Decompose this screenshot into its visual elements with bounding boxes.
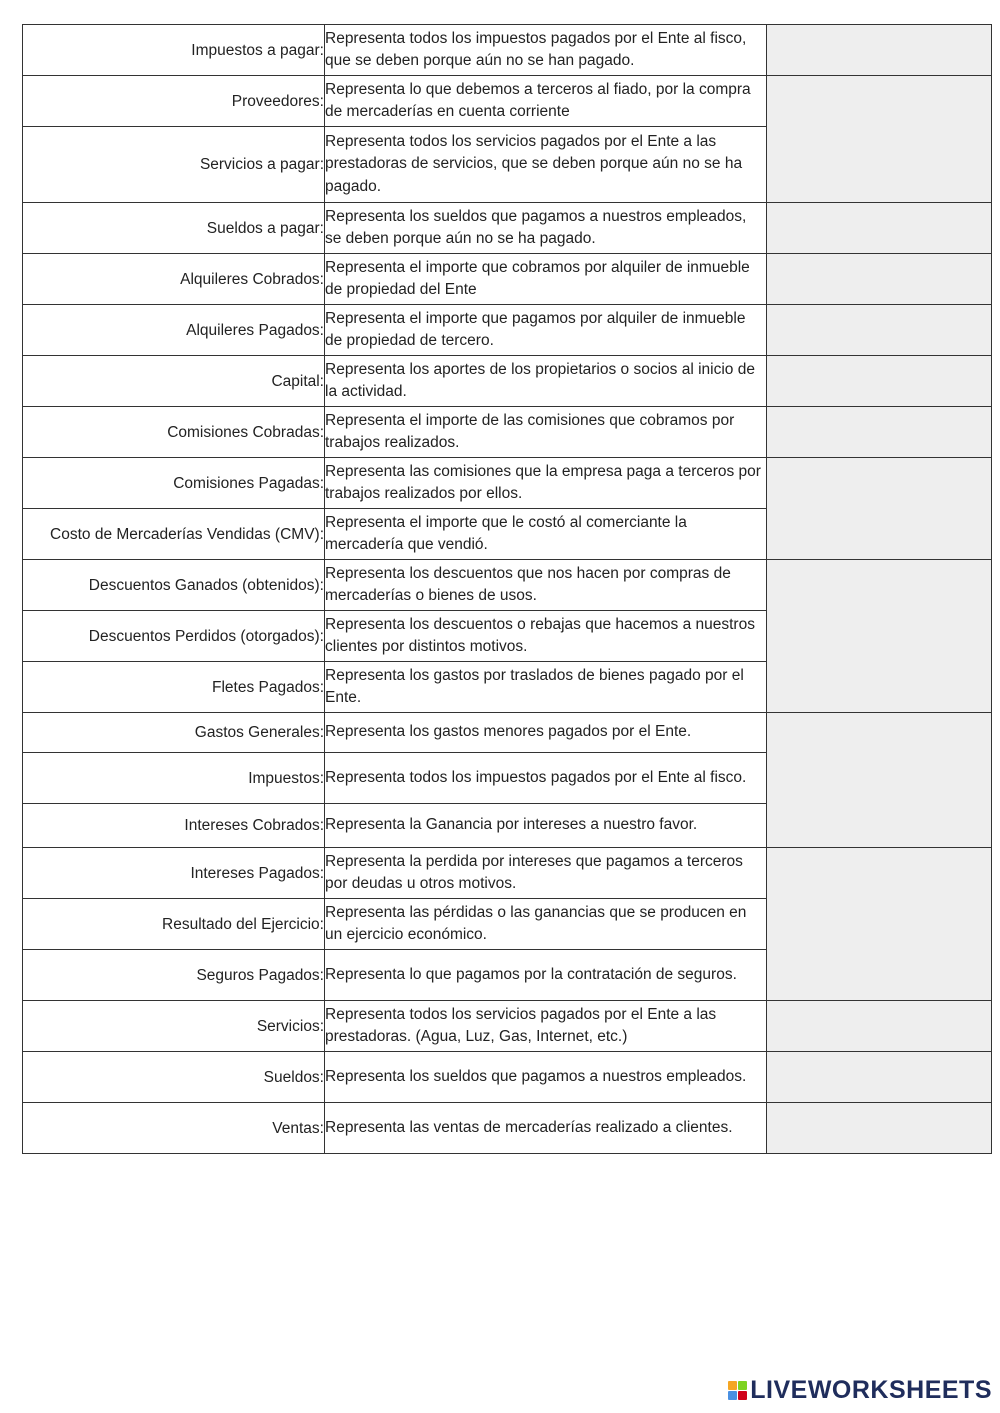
logo-square [738, 1391, 747, 1400]
table-row [23, 713, 992, 753]
account-term: Alquileres Cobrados: [23, 254, 325, 305]
liveworksheets-logo [728, 1376, 992, 1405]
logo-square [728, 1381, 737, 1390]
answer-field[interactable] [767, 848, 992, 1001]
logo-square [728, 1391, 737, 1400]
answer-field[interactable] [767, 203, 992, 254]
table-row [23, 1052, 992, 1103]
account-definition: Representa el importe que le costó al comerciante la mercadería que vendió. [325, 509, 767, 560]
account-term: Sueldos a pagar: [23, 203, 325, 254]
table-row [23, 25, 992, 76]
account-term: Impuestos a pagar: [23, 25, 325, 76]
logo-icon [728, 1381, 747, 1400]
account-definition: Representa los gastos por traslados de bienes pagado por el Ente. [325, 662, 767, 713]
account-definition: Representa todos los impuestos pagados por el Ente al fisco, que se deben porque aún no se han pagado. [325, 25, 767, 76]
account-term: Comisiones Pagadas: [23, 458, 325, 509]
logo-text: LIVEWORKSHEETS [750, 1376, 992, 1404]
table-row [23, 305, 992, 356]
account-term: Comisiones Cobradas: [23, 407, 325, 458]
account-term: Impuestos: [23, 753, 325, 804]
account-definition: Representa la perdida por intereses que pagamos a terceros por deudas u otros motivos. [325, 848, 767, 899]
account-definition: Representa las ventas de mercaderías realizado a clientes. [325, 1103, 767, 1154]
table-row [23, 356, 992, 407]
account-definition: Representa los sueldos que pagamos a nuestros empleados. [325, 1052, 767, 1103]
account-term: Servicios a pagar: [23, 127, 325, 203]
logo-square [738, 1381, 747, 1390]
account-term: Gastos Generales: [23, 713, 325, 753]
account-term: Seguros Pagados: [23, 950, 325, 1001]
answer-field[interactable] [767, 458, 992, 560]
account-definition: Representa lo que pagamos por la contratación de seguros. [325, 950, 767, 1001]
account-term: Descuentos Ganados (obtenidos): [23, 560, 325, 611]
answer-field[interactable] [767, 254, 992, 305]
account-definition: Representa todos los servicios pagados por el Ente a las prestadoras. (Agua, Luz, Gas, Internet, etc.) [325, 1001, 767, 1052]
table-row [23, 458, 992, 509]
account-term: Costo de Mercaderías Vendidas (CMV): [23, 509, 325, 560]
account-definition: Representa todos los servicios pagados por el Ente a las prestadoras de servicios, que se deben porque aún no se ha pagado. [325, 127, 767, 203]
account-term: Intereses Pagados: [23, 848, 325, 899]
account-definition: Representa el importe que pagamos por alquiler de inmueble de propiedad de tercero. [325, 305, 767, 356]
definitions-table [22, 24, 992, 1154]
account-definition: Representa la Ganancia por intereses a nuestro favor. [325, 804, 767, 848]
answer-field[interactable] [767, 1103, 992, 1154]
table-row [23, 254, 992, 305]
answer-field[interactable] [767, 560, 992, 713]
answer-field[interactable] [767, 356, 992, 407]
account-definition: Representa las comisiones que la empresa paga a terceros por trabajos realizados por ellos. [325, 458, 767, 509]
account-term: Capital: [23, 356, 325, 407]
account-definition: Representa los descuentos o rebajas que hacemos a nuestros clientes por distintos motivos. [325, 611, 767, 662]
account-term: Alquileres Pagados: [23, 305, 325, 356]
account-term: Resultado del Ejercicio: [23, 899, 325, 950]
account-term: Ventas: [23, 1103, 325, 1154]
account-definition: Representa el importe de las comisiones que cobramos por trabajos realizados. [325, 407, 767, 458]
answer-field[interactable] [767, 76, 992, 203]
table-row [23, 560, 992, 611]
account-definition: Representa el importe que cobramos por alquiler de inmueble de propiedad del Ente [325, 254, 767, 305]
account-term: Sueldos: [23, 1052, 325, 1103]
account-definition: Representa lo que debemos a terceros al fiado, por la compra de mercaderías en cuenta corriente [325, 76, 767, 127]
table-row [23, 1001, 992, 1052]
account-definition: Representa los descuentos que nos hacen por compras de mercaderías o bienes de usos. [325, 560, 767, 611]
account-term: Proveedores: [23, 76, 325, 127]
answer-field[interactable] [767, 25, 992, 76]
account-term: Intereses Cobrados: [23, 804, 325, 848]
account-definition: Representa las pérdidas o las ganancias que se producen en un ejercicio económico. [325, 899, 767, 950]
account-definition: Representa los aportes de los propietarios o socios al inicio de la actividad. [325, 356, 767, 407]
account-term: Servicios: [23, 1001, 325, 1052]
table-row [23, 848, 992, 899]
account-term: Fletes Pagados: [23, 662, 325, 713]
answer-field[interactable] [767, 713, 992, 848]
table-row [23, 407, 992, 458]
account-definition: Representa todos los impuestos pagados por el Ente al fisco. [325, 753, 767, 804]
table-row [23, 1103, 992, 1154]
answer-field[interactable] [767, 1052, 992, 1103]
account-definition: Representa los sueldos que pagamos a nuestros empleados, se deben porque aún no se ha pagado. [325, 203, 767, 254]
table-row [23, 76, 992, 127]
table-row [23, 203, 992, 254]
account-term: Descuentos Perdidos (otorgados): [23, 611, 325, 662]
answer-field[interactable] [767, 1001, 992, 1052]
account-definition: Representa los gastos menores pagados por el Ente. [325, 713, 767, 753]
answer-field[interactable] [767, 407, 992, 458]
answer-field[interactable] [767, 305, 992, 356]
